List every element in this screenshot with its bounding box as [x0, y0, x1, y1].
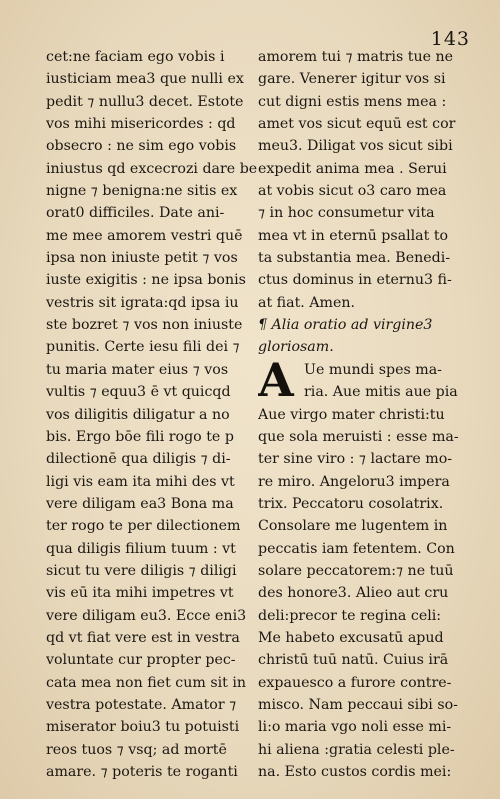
drop-initial: A	[258, 352, 294, 407]
text-line: orat0 difficiles. Date ani-	[46, 205, 225, 222]
text-line: meu3. Diligat vos sicut sibi	[258, 138, 453, 155]
text-line: at fiat. Amen.	[258, 294, 356, 311]
text-line: vestra potestate. Amator ⁊	[46, 696, 237, 713]
text-line: Aue virgo mater christi:tu	[258, 406, 445, 423]
text-line: Ue mundi spes ma-	[304, 361, 442, 378]
text-line: vere diligam ea3 Bona ma	[46, 495, 234, 512]
text-line: vis eū ita mihi impetres vt	[46, 585, 234, 602]
left-text-column	[46, 46, 258, 783]
text-line: expedit anima mea . Serui	[258, 160, 447, 177]
text-line: sicut tu vere diligis ⁊ diligi	[46, 562, 237, 579]
text-line: vestris sit igrata:qd ipsa iu	[46, 294, 239, 311]
text-line: ipsa non iniuste petit ⁊ vos	[46, 250, 238, 267]
text-line: cet:ne faciam ego vobis i	[46, 49, 225, 65]
text-line: iniustus qd excecrozi dare be	[46, 160, 258, 177]
text-line: trix. Peccatoru cosolatrix.	[258, 495, 444, 512]
text-line: ter rogo te per dilectionem	[46, 518, 241, 535]
text-line: cata mea non fiet cum sit in	[46, 674, 247, 691]
text-line: solare peccatorem:⁊ ne tuū	[258, 562, 454, 579]
text-line: vos mihi misericordes : qd	[46, 116, 236, 133]
text-line: hi aliena :gratia celesti ple-	[258, 741, 455, 758]
right-text-column	[258, 46, 474, 783]
text-line: qd vt fiat vere est in vestra	[46, 629, 240, 646]
text-line: me mee amorem vestri quē	[46, 227, 243, 244]
text-line: re miro. Angeloru3 impera	[258, 473, 450, 490]
text-line: ter sine viro : ⁊ lactare mo-	[258, 451, 453, 468]
text-line: tu maria mater eius ⁊ vos	[46, 361, 229, 378]
text-line: mea vt in eternū psallat to	[258, 227, 449, 244]
text-line: ligi vis eam ita mihi des vt	[46, 473, 235, 490]
right-column-intro	[258, 46, 474, 314]
text-line: punitis. Certe iesu fili dei ⁊	[46, 339, 240, 356]
text-line: vos diligitis diligatur a no	[46, 406, 230, 423]
text-line: vultis ⁊ equu3 ē vt quicqd	[46, 384, 231, 401]
text-line: dilectionē qua diligis ⁊ di-	[46, 451, 231, 468]
text-line: amare. ⁊ poteris te roganti	[46, 764, 238, 780]
text-line: christū tuū natū. Cuius irā	[258, 652, 449, 669]
text-line: amorem tui ⁊ matris tue ne	[258, 49, 454, 65]
text-line: at vobis sicut o3 caro mea	[258, 183, 447, 200]
text-line: bis. Ergo bōe fili rogo te p	[46, 428, 234, 445]
text-line: iuste exigitis : ne ipsa bonis	[46, 272, 246, 289]
text-line: gare. Venerer igitur vos si	[258, 71, 446, 88]
text-line: que sola meruisti : esse ma-	[258, 428, 459, 445]
text-line: ⁊ in hoc consumetur vita	[258, 205, 435, 222]
text-line: cut digni estis mens mea :	[258, 93, 447, 110]
text-line: deli:precor te regina celi:	[258, 607, 442, 624]
text-line: misco. Nam peccaui sibi so-	[258, 696, 458, 713]
text-line: Me habeto excusatū apud	[258, 629, 444, 646]
text-line: ria. Aue mitis aue pia	[304, 384, 458, 401]
text-line: voluntate cur propter pec-	[46, 652, 236, 669]
right-column-body	[258, 404, 474, 784]
text-line: des honore3. Alieo aut cru	[258, 585, 449, 602]
text-line: obsecro : ne sim ego vobis	[46, 138, 237, 155]
text-line: pedit ⁊ nullu3 decet. Estote	[46, 93, 244, 110]
text-line: qua diligis filium tuum : vt	[46, 540, 236, 557]
section-heading-continued: gloriosam.	[258, 339, 334, 356]
text-line: li:o maria vgo noli esse mi-	[258, 719, 452, 736]
prayer-opening	[258, 352, 474, 407]
text-line: expauesco a furore contre-	[258, 674, 452, 691]
text-line: reos tuos ⁊ vsq; ad mortē	[46, 741, 227, 758]
text-line: amet vos sicut equū est cor	[258, 116, 456, 133]
text-line: vere diligam eu3. Ecce eni3	[46, 607, 247, 624]
text-line: ta substantia mea. Benedi-	[258, 250, 451, 267]
text-line: nigne ⁊ benigna:ne sitis ex	[46, 183, 238, 200]
page-number: 143	[430, 28, 470, 50]
text-line: iusticiam mea3 que nulli ex	[46, 71, 244, 88]
section-heading: ¶ Alia oratio ad virgine3	[258, 317, 433, 334]
text-line: ste bozret ⁊ vos non iniuste	[46, 317, 243, 334]
text-line: na. Esto custos cordis mei:	[258, 764, 452, 780]
text-line: peccatis iam fetentem. Con	[258, 540, 455, 557]
text-line: Consolare me lugentem in	[258, 518, 448, 535]
text-line: ctus dominus in eternu3 fi-	[258, 272, 452, 289]
text-line: miserator boiu3 tu potuisti	[46, 719, 240, 736]
